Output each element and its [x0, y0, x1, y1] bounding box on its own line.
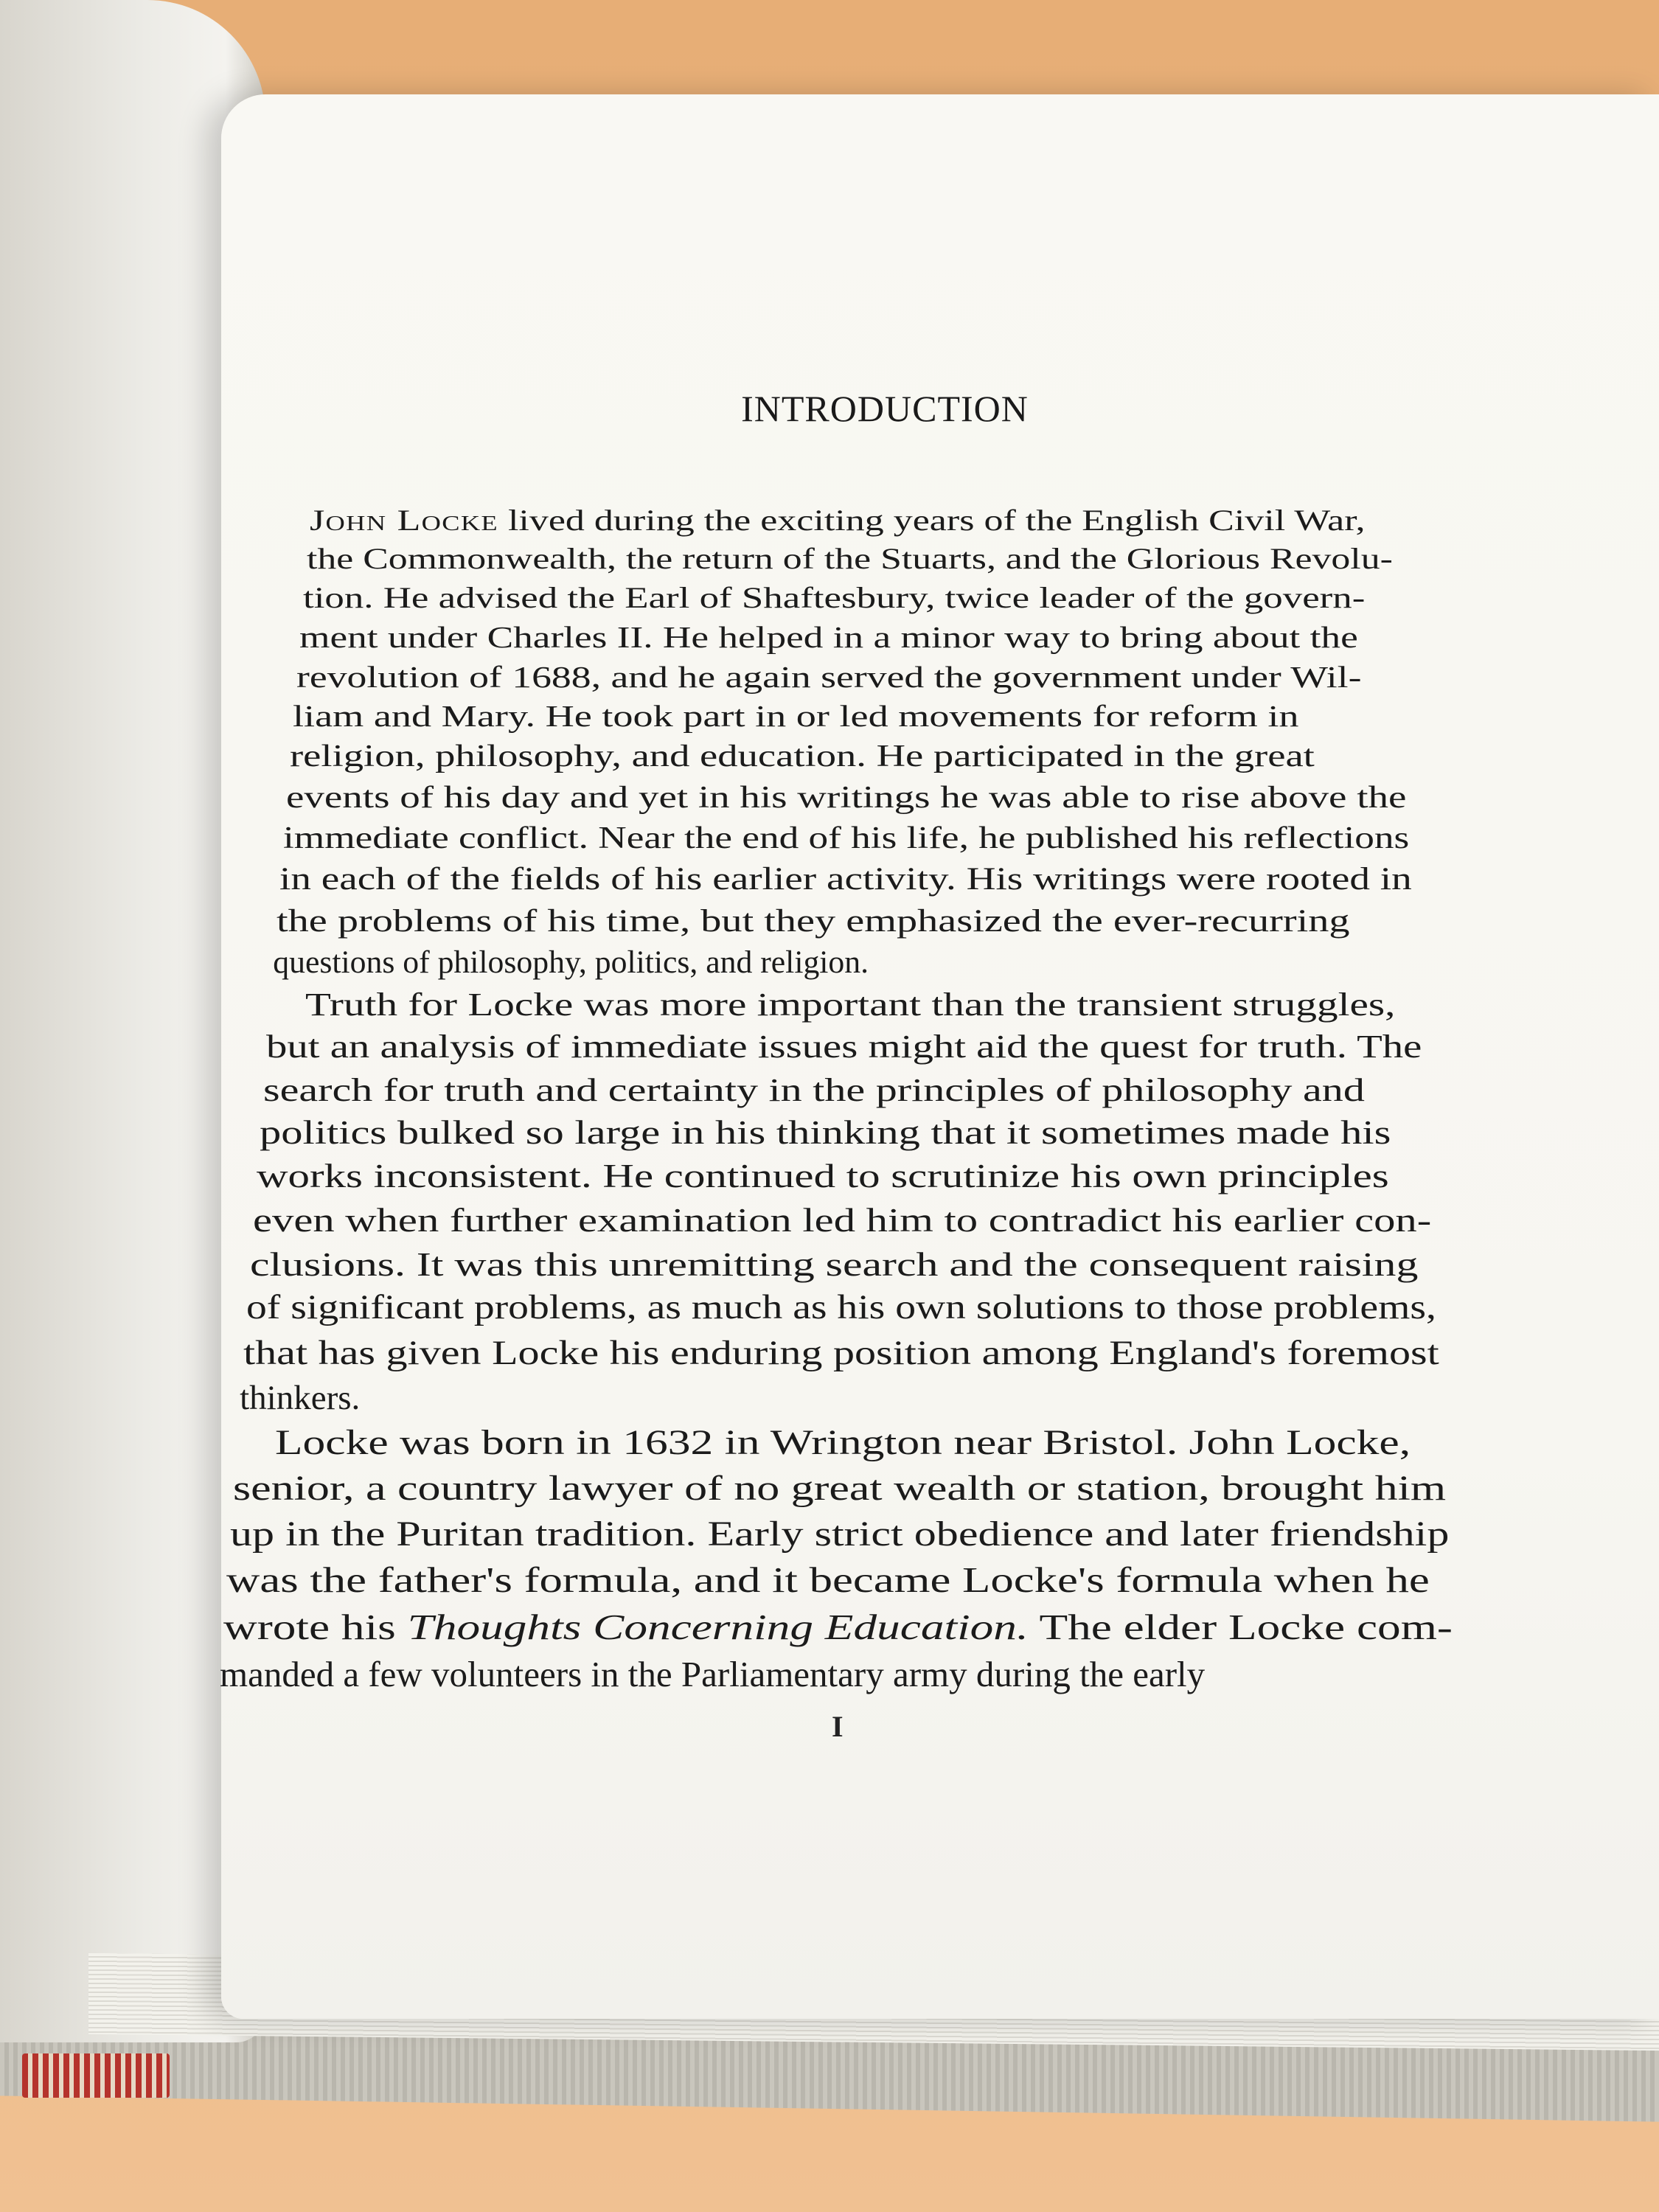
text-line	[223, 1607, 1453, 1648]
text-line	[230, 1514, 1449, 1554]
text-run: was the father's formula, and it became Locke's formula when he	[226, 1560, 1430, 1600]
text-line	[286, 779, 1406, 815]
text-line	[220, 1653, 1205, 1695]
text-run: immediate conflict. Near the end of his life, he published his reflections	[282, 820, 1410, 855]
text-run: even when further examination led him to contradict his earlier con-	[253, 1201, 1432, 1239]
text-run: revolution of 1688, and he again served the government under Wil-	[296, 659, 1362, 694]
text-line	[303, 580, 1365, 615]
text-run: lived during the exciting years of the English Civil War,	[498, 504, 1366, 537]
text-line	[246, 1288, 1436, 1327]
text-line	[260, 1113, 1391, 1152]
text-line	[250, 1245, 1418, 1284]
text-line	[257, 1157, 1389, 1195]
text-run: thinkers.	[240, 1378, 361, 1417]
text-line	[276, 902, 1350, 939]
text-run: The elder Locke com-	[1028, 1607, 1453, 1647]
show-through-text	[310, 177, 1401, 215]
page-number: I	[832, 1710, 844, 1743]
text-line	[253, 1200, 1431, 1239]
text-run: but an analysis of immediate issues might aid the quest for truth. The	[266, 1029, 1422, 1065]
text-run: search for truth and certainty in the principles of philosophy and	[262, 1071, 1365, 1109]
text-line	[240, 1378, 360, 1418]
chapter-title: INTRODUCTION	[741, 388, 1029, 429]
text-run: liam and Mary. He took part in or led movements for reform in	[293, 699, 1299, 734]
text-line	[226, 1560, 1430, 1601]
text-run: ment under Charles II. He helped in a minor way to bring about the	[299, 620, 1359, 654]
text-run: manded a few volunteers in the Parliamentary army during the early	[220, 1654, 1206, 1694]
text-run: the problems of his time, but they emphasized the ever-recurring	[276, 902, 1350, 939]
text-run: up in the Puritan tradition. Early strict obedience and later friendship	[229, 1514, 1450, 1554]
text-run: clusions. It was this unremitting search and the consequent raising	[249, 1245, 1419, 1283]
text-run: politics bulked so large in his thinking that it sometimes made his	[260, 1114, 1391, 1152]
text-line	[305, 986, 1395, 1023]
author-name-small-caps: John Locke	[310, 504, 498, 537]
text-run: the Commonwealth, the return of the Stuarts, and the Glorious Revolu-	[306, 542, 1393, 576]
text-run: works inconsistent. He continued to scrutinize his own principles	[256, 1158, 1389, 1194]
text-run: in each of the fields of his earlier activity. His writings were rooted in	[279, 861, 1413, 897]
text-line	[299, 619, 1358, 655]
text-line	[307, 541, 1393, 576]
text-line	[296, 659, 1361, 695]
text-line	[243, 1333, 1439, 1373]
text-line	[266, 1028, 1422, 1065]
text-line	[275, 1423, 1411, 1463]
text-line	[263, 1071, 1365, 1109]
text-run: wrote his	[223, 1607, 408, 1647]
text-run: tion. He advised the Earl of Shaftesbury, twice leader of the govern-	[303, 580, 1366, 614]
headband	[22, 2053, 170, 2098]
left-page-ghost-text-1: ​	[10, 347, 19, 386]
text-line	[273, 944, 869, 981]
text-line	[310, 503, 1366, 538]
text-line	[283, 820, 1409, 856]
text-run: of significant problems, as much as his own solutions to those problems,	[246, 1289, 1436, 1327]
text-run: Truth for Locke was more important than the transient struggles,	[305, 987, 1396, 1023]
text-line	[293, 699, 1299, 734]
text-line	[279, 861, 1412, 897]
text-run: religion, philosophy, and education. He participated in the great	[289, 739, 1315, 773]
text-line	[233, 1468, 1446, 1509]
text-run: Locke was born in 1632 in Wrington near Bristol. John Locke,	[274, 1423, 1411, 1462]
book-title-italic: Thoughts Concerning Education.	[407, 1607, 1029, 1647]
text-run: events of his day and yet in his writings he was able to rise above the	[286, 779, 1407, 815]
text-run: that has given Locke his enduring position among England's foremost	[243, 1333, 1439, 1372]
text-run: questions of philosophy, politics, and religion.	[273, 945, 869, 981]
text-line	[290, 739, 1315, 774]
text-run: senior, a country lawyer of no great wealth or station, brought him	[233, 1469, 1447, 1509]
